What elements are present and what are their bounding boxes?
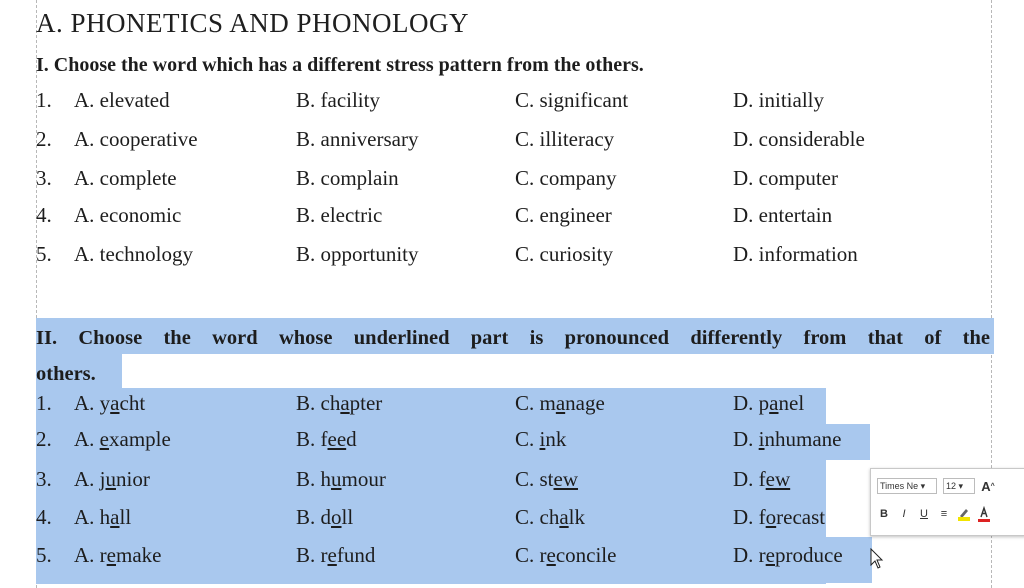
- option-b[interactable]: [296, 427, 357, 452]
- option-text: ll: [341, 505, 354, 529]
- question-row: [0, 242, 1024, 276]
- option-c[interactable]: C. curiosity: [515, 242, 613, 266]
- option-text: recast: [776, 505, 826, 529]
- font-size-value: 12: [946, 481, 957, 491]
- font-color-icon[interactable]: [977, 506, 991, 522]
- underline-button[interactable]: U: [920, 508, 928, 520]
- option-text: pter: [349, 391, 383, 415]
- question-row: [0, 203, 1024, 237]
- question-row: [0, 166, 1024, 200]
- question-number: 4.: [36, 505, 52, 529]
- option-text: D. f: [733, 467, 766, 491]
- option-text: nior: [116, 467, 150, 491]
- question-row: [0, 88, 1024, 122]
- option-d[interactable]: [733, 391, 804, 416]
- question-row: [0, 427, 1024, 461]
- highlight-color-icon[interactable]: [957, 507, 971, 521]
- option-text: C. st: [515, 467, 554, 491]
- question-number: 5.: [36, 543, 52, 567]
- option-text: B. ch: [296, 391, 341, 415]
- option-text: B. h: [296, 467, 332, 491]
- align-center-button[interactable]: ≡: [940, 508, 948, 520]
- option-text: C.: [515, 427, 540, 451]
- option-c[interactable]: [515, 467, 578, 492]
- mouse-pointer-icon: [870, 548, 884, 570]
- underlined-part: i: [758, 427, 765, 451]
- option-text: mour: [341, 467, 386, 491]
- option-d[interactable]: D. information: [733, 242, 858, 266]
- section2-title-line1: II. Choose the word whose underlined part is pronounced differently from that of the: [36, 327, 990, 349]
- option-a[interactable]: [74, 427, 171, 452]
- font-name-select[interactable]: Times Ne ▾: [877, 478, 937, 494]
- document-heading[interactable]: A. PHONETICS AND PHONOLOGY: [36, 8, 470, 38]
- underlined-part: e: [765, 543, 775, 567]
- option-d[interactable]: D. computer: [733, 166, 838, 190]
- option-text: concile: [555, 543, 617, 567]
- option-a[interactable]: A. cooperative: [74, 127, 198, 151]
- option-a[interactable]: A. technology: [74, 242, 193, 266]
- option-b[interactable]: [296, 543, 375, 568]
- option-c[interactable]: [515, 543, 616, 568]
- option-b[interactable]: [296, 391, 382, 416]
- option-c[interactable]: [515, 427, 566, 452]
- underlined-part: i: [539, 427, 546, 451]
- option-b[interactable]: B. complain: [296, 166, 399, 190]
- question-number: 1.: [36, 391, 52, 415]
- underlined-part: e: [327, 543, 337, 567]
- question-number: 1.: [36, 88, 52, 112]
- option-text: A. h: [74, 505, 111, 529]
- option-text: C. ch: [515, 505, 560, 529]
- italic-button[interactable]: I: [902, 508, 906, 520]
- option-d[interactable]: [733, 505, 825, 530]
- option-d[interactable]: D. entertain: [733, 203, 833, 227]
- question-row: [0, 391, 1024, 425]
- underlined-part: u: [331, 467, 342, 491]
- option-c[interactable]: C. significant: [515, 88, 629, 112]
- underlined-part: o: [331, 505, 342, 529]
- section1-title[interactable]: I. Choose the word which has a different stress pattern from the others.: [36, 54, 644, 76]
- option-text: C. r: [515, 543, 547, 567]
- question-number: 3.: [36, 467, 52, 491]
- option-text: make: [116, 543, 162, 567]
- option-text: fund: [336, 543, 376, 567]
- option-text: A. r: [74, 543, 107, 567]
- option-text: B. f: [296, 427, 328, 451]
- option-text: C. m: [515, 391, 556, 415]
- underlined-part: e: [546, 543, 556, 567]
- bold-button[interactable]: B: [880, 508, 888, 520]
- toolbar-row-font: [877, 475, 995, 497]
- question-row: [0, 127, 1024, 161]
- option-a[interactable]: [74, 467, 150, 492]
- option-b[interactable]: B. opportunity: [296, 242, 419, 266]
- option-a[interactable]: A. economic: [74, 203, 182, 227]
- underlined-part: a: [110, 505, 120, 529]
- underlined-part: a: [559, 505, 569, 529]
- option-a[interactable]: [74, 391, 145, 416]
- option-c[interactable]: C. company: [515, 166, 617, 190]
- grow-font-button[interactable]: A ^: [981, 478, 995, 494]
- option-text: A. y: [74, 391, 111, 415]
- underlined-part: e: [99, 427, 109, 451]
- option-a[interactable]: [74, 505, 131, 530]
- option-a[interactable]: [74, 543, 161, 568]
- option-b[interactable]: [296, 467, 386, 492]
- option-text: A. j: [74, 467, 106, 491]
- option-b[interactable]: B. anniversary: [296, 127, 419, 151]
- option-text: D. f: [733, 505, 766, 529]
- option-text: B. r: [296, 543, 328, 567]
- option-text: produce: [775, 543, 843, 567]
- option-b[interactable]: B. facility: [296, 88, 380, 112]
- option-text: lk: [568, 505, 585, 529]
- option-b[interactable]: [296, 505, 353, 530]
- option-a[interactable]: A. elevated: [74, 88, 170, 112]
- option-d[interactable]: D. considerable: [733, 127, 865, 151]
- option-text: d: [346, 427, 357, 451]
- option-a[interactable]: A. complete: [74, 166, 177, 190]
- option-text: A.: [74, 427, 100, 451]
- font-name-value: Times Ne: [880, 481, 919, 491]
- option-text: D.: [733, 427, 759, 451]
- question-number: 3.: [36, 166, 52, 190]
- option-d[interactable]: [733, 427, 842, 452]
- section2-title-line2: others.: [36, 363, 96, 385]
- option-b[interactable]: B. electric: [296, 203, 383, 227]
- option-text: nage: [565, 391, 605, 415]
- underlined-part: a: [110, 391, 120, 415]
- option-text: ll: [119, 505, 132, 529]
- option-text: nk: [545, 427, 567, 451]
- option-text: cht: [119, 391, 146, 415]
- option-c[interactable]: [515, 391, 605, 416]
- underlined-part: ew: [765, 467, 791, 491]
- section2-title[interactable]: [36, 320, 990, 392]
- question-number: 5.: [36, 242, 52, 266]
- question-number: 2.: [36, 127, 52, 151]
- underlined-part: u: [105, 467, 116, 491]
- option-d[interactable]: D. initially: [733, 88, 824, 112]
- toolbar-row-format: [877, 503, 991, 525]
- underlined-part: ew: [553, 467, 579, 491]
- option-d[interactable]: [733, 467, 790, 492]
- underlined-part: ee: [327, 427, 347, 451]
- option-c[interactable]: C. illiteracy: [515, 127, 615, 151]
- option-text: D. p: [733, 391, 770, 415]
- grow-font-icon: A: [981, 478, 991, 494]
- underlined-part: a: [555, 391, 566, 415]
- option-d[interactable]: [733, 543, 843, 568]
- underlined-part: o: [765, 505, 777, 529]
- question-number: 4.: [36, 203, 52, 227]
- option-text: D. r: [733, 543, 766, 567]
- option-text: xample: [109, 427, 171, 451]
- option-text: nhumane: [764, 427, 842, 451]
- underlined-part: a: [769, 391, 779, 415]
- underlined-part: e: [106, 543, 116, 567]
- option-c[interactable]: C. engineer: [515, 203, 612, 227]
- font-size-select[interactable]: 12 ▾: [943, 478, 975, 494]
- option-c[interactable]: [515, 505, 585, 530]
- option-text: B. d: [296, 505, 332, 529]
- mini-formatting-toolbar: [870, 468, 1024, 536]
- option-text: nel: [778, 391, 805, 415]
- question-number: 2.: [36, 427, 52, 451]
- underlined-part: a: [340, 391, 350, 415]
